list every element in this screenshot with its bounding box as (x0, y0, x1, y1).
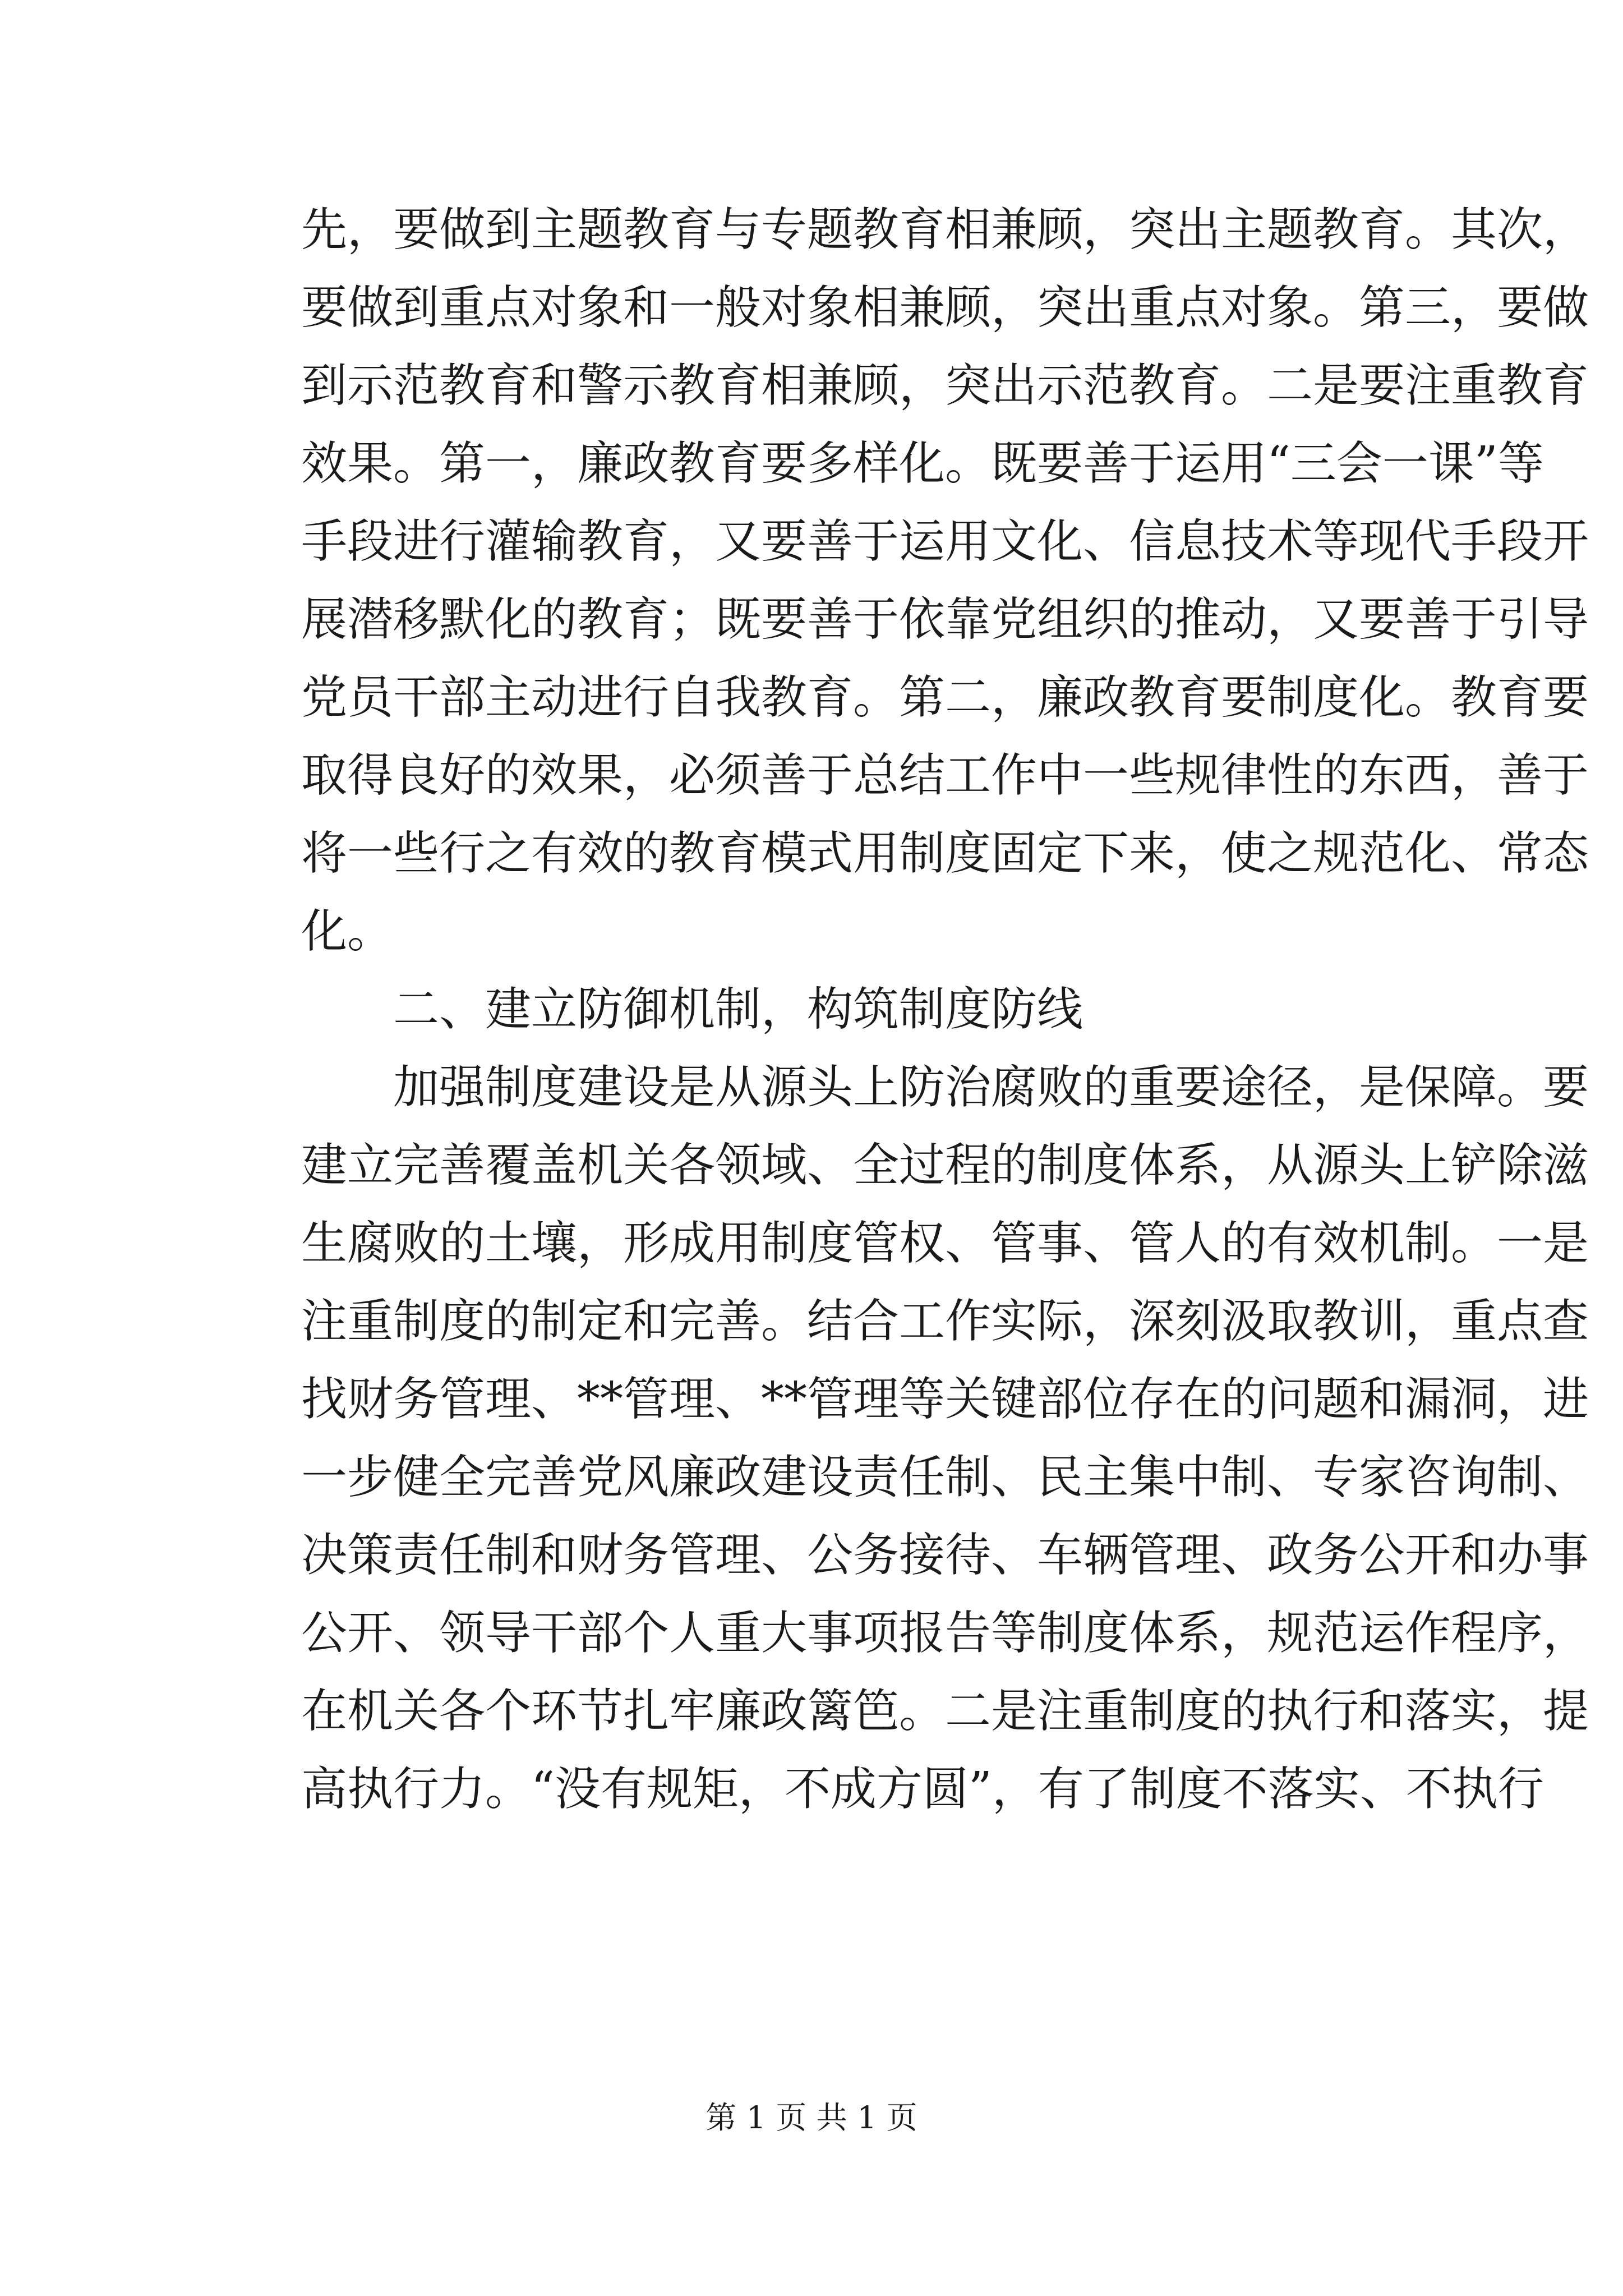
text-line: 取得良好的效果，必须善于总结工作中一些规律性的东西，善于 (301, 749, 1589, 802)
text-line: 一步健全完善党风廉政建设责任制、民主集中制、专家咨询制、 (301, 1451, 1589, 1504)
text-line: 展潜移默化的教育；既要善于依靠党组织的推动，又要善于引导 (301, 593, 1589, 646)
text-line: 手段进行灌输教育，又要善于运用文化、信息技术等现代手段开 (301, 515, 1589, 568)
text-line: 高执行力。“没有规矩，不成方圆”，有了制度不落实、不执行 (301, 1763, 1544, 1816)
text-line: 建立完善覆盖机关各领域、全过程的制度体系，从源头上铲除滋 (301, 1139, 1589, 1192)
text-line: 生腐败的土壤，形成用制度管权、管事、管人的有效机制。一是 (301, 1217, 1589, 1270)
text-line: 在机关各个环节扎牢廉政篱笆。二是注重制度的执行和落实，提 (301, 1685, 1589, 1738)
text-line: 找财务管理、**管理、**管理等关键部位存在的问题和漏洞，进 (301, 1373, 1589, 1426)
text-line: 将一些行之有效的教育模式用制度固定下来，使之规范化、常态 (301, 827, 1589, 880)
page-number-footer: 第 1 页 共 1 页 (706, 2100, 917, 2136)
text-line: 效果。第一，廉政教育要多样化。既要善于运用“三会一课”等 (301, 437, 1544, 490)
text-line: 要做到重点对象和一般对象相兼顾，突出重点对象。第三，要做 (301, 281, 1589, 334)
text-line: 注重制度的制定和完善。结合工作实际，深刻汲取教训，重点查 (301, 1295, 1589, 1348)
text-line: 先，要做到主题教育与专题教育相兼顾，突出主题教育。其次， (301, 203, 1589, 256)
text-line: 公开、领导干部个人重大事项报告等制度体系，规范运作程序， (301, 1607, 1589, 1660)
text-line: 党员干部主动进行自我教育。第二，廉政教育要制度化。教育要 (301, 671, 1589, 724)
text-line: 加强制度建设是从源头上防治腐败的重要途径，是保障。要 (393, 1061, 1589, 1114)
text-line: 到示范教育和警示教育相兼顾，突出示范教育。二是要注重教育 (301, 359, 1589, 412)
text-line: 化。 (301, 905, 394, 958)
section-heading: 二、建立防御机制，构筑制度防线 (393, 983, 1083, 1036)
text-line: 决策责任制和财务管理、公务接待、车辆管理、政务公开和办事 (301, 1529, 1589, 1582)
body-text (301, 191, 1589, 1828)
